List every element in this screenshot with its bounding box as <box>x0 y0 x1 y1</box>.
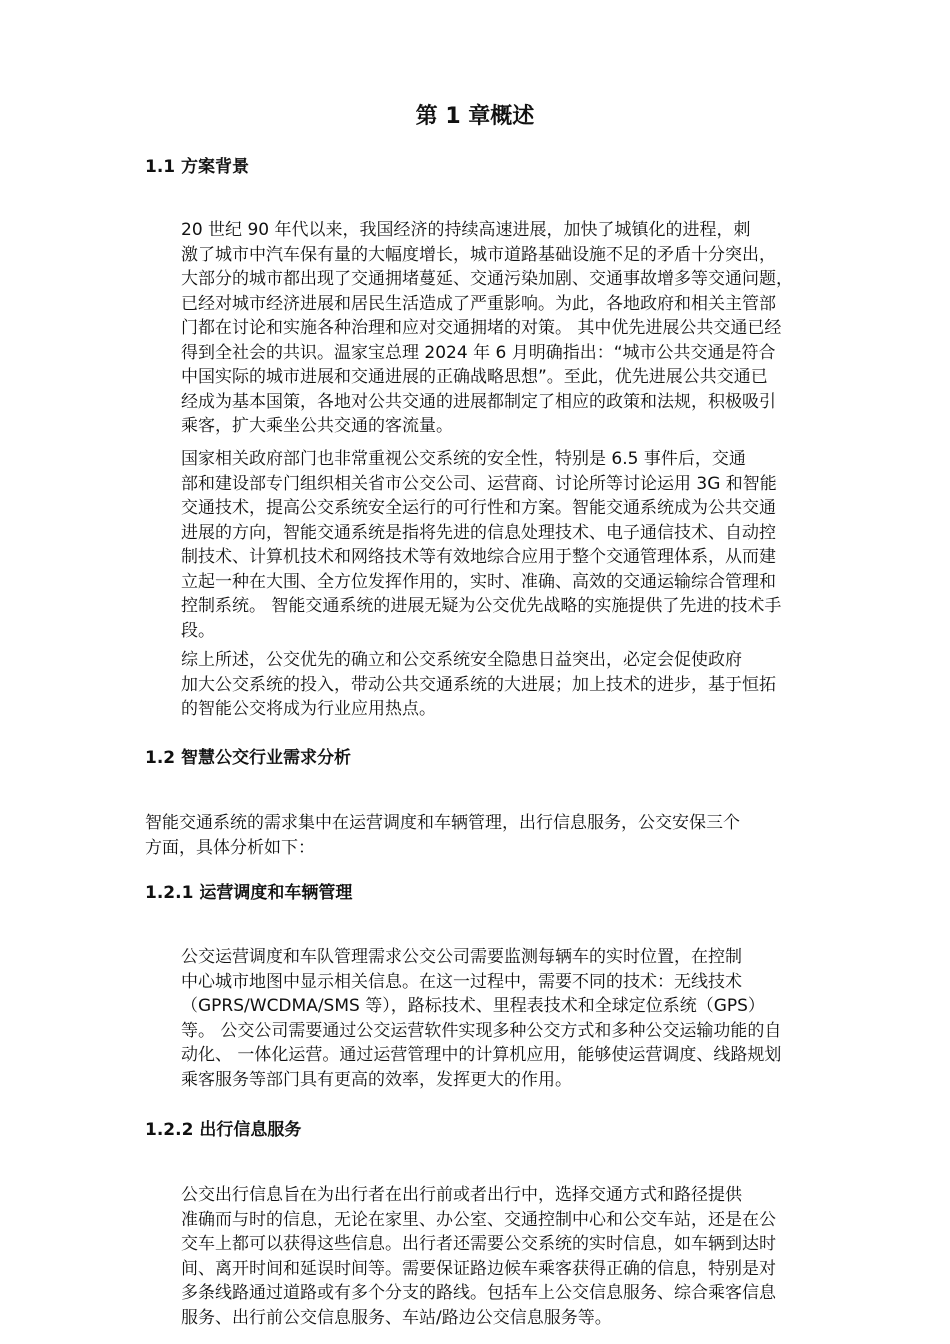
text-line: 20 世纪 90 年代以来，我国经济的持续高速进展，加快了城镇化的进程，刺 <box>181 220 751 240</box>
text-line: 段。 <box>181 620 215 641</box>
text-line: 大部分的城市都出现了交通拥堵蔓延、交通污染加剧、交通事故增多等交通问题， <box>181 269 793 289</box>
text-line: 服务、出行前公交信息服务、车站/路边公交信息服务等。 <box>181 1307 612 1328</box>
text-line: 立起一种在大围、全方位发挥作用的，实时、准确、高效的交通运输综合管理和 <box>181 571 776 592</box>
text-line: 中国实际的城市进展和交通进展的正确战略思想”。至此，优先进展公共交通已 <box>181 367 768 387</box>
text-line: （GPRS/WCDMA/SMS 等），路标技术、里程表技术和全球定位系统（GPS） <box>181 996 765 1016</box>
text-line: 进展的方向，智能交通系统是指将先进的信息处理技术、电子通信技术、自动控 <box>181 522 776 543</box>
text-line: 中心城市地图中显示相关信息。在这一过程中，需要不同的技术：无线技术 <box>181 971 742 992</box>
paragraph-background-1 <box>145 218 835 439</box>
section-heading-1-2-2: 1.2.2 出行信息服务 <box>145 1120 302 1140</box>
text-line: 制技术、计算机技术和网络技术等有效地综合应用于整个交通管理体系，从而建 <box>181 547 776 567</box>
paragraph-operations <box>145 945 835 1092</box>
text-line: 智能交通系统的需求集中在运营调度和车辆管理，出行信息服务，公交安保三个 <box>145 813 740 833</box>
text-line: 准确而与时的信息，无论在家里、办公室、交通控制中心和公交车站，还是在公 <box>181 1209 776 1230</box>
text-line: 交通技术，提高公交系统安全运行的可行性和方案。智能交通系统成为公共交通 <box>181 498 776 518</box>
text-line: 多条线路通过道路或有多个分支的路线。包括车上公交信息服务、综合乘客信息 <box>181 1283 776 1303</box>
text-line: 经成为基本国策，各地对公共交通的进展都制定了相应的政策和法规，积极吸引 <box>181 391 776 412</box>
text-line: 门都在讨论和实施各种治理和应对交通拥堵的对策。 其中优先进展公共交通已经 <box>181 318 782 338</box>
section-heading-1-2: 1.2 智慧公交行业需求分析 <box>145 748 352 768</box>
text-line: 控制系统。 智能交通系统的进展无疑为公交优先战略的实施提供了先进的技术手 <box>181 596 782 616</box>
text-line: 公交出行信息旨在为出行者在出行前或者出行中，选择交通方式和路径提供 <box>181 1185 742 1205</box>
text-line: 国家相关政府部门也非常重视公交系统的安全性，特别是 6.5 事件后，交通 <box>181 449 746 469</box>
text-line: 动化、 一体化运营。通过运营管理中的计算机应用，能够使运营调度、线路规划 <box>181 1045 782 1065</box>
paragraph-background-2 <box>145 447 835 643</box>
text-line: 交车上都可以获得这些信息。出行者还需要公交系统的实时信息，如车辆到达时 <box>181 1234 776 1254</box>
text-line: 综上所述，公交优先的确立和公交系统安全隐患日益突出，必定会促使政府 <box>181 650 742 670</box>
text-line: 乘客服务等部门具有更高的效率，发挥更大的作用。 <box>181 1069 572 1090</box>
text-line: 等。 公交公司需要通过公交运营软件实现多种公交方式和多种公交运输功能的自 <box>181 1020 782 1041</box>
text-line: 已经对城市经济进展和居民生活造成了严重影响。为此，各地政府和相关主管部 <box>181 293 776 314</box>
text-line: 乘客，扩大乘坐公共交通的客流量。 <box>181 416 453 436</box>
section-heading-1-2-1: 1.2.1 运营调度和车辆管理 <box>145 883 353 903</box>
text-line: 公交运营调度和车队管理需求公交公司需要监测每辆车的实时位置，在控制 <box>181 947 742 967</box>
text-line: 部和建设部专门组织相关省市公交公司、运营商、讨论所等讨论运用 3G 和智能 <box>181 473 777 494</box>
chapter-title: 第 1 章概述 <box>415 104 535 129</box>
text-line: 得到全社会的共识。温家宝总理 2024 年 6 月明确指出：“城市公共交通是符合 <box>181 342 776 363</box>
text-line: 方面，具体分析如下： <box>145 837 315 858</box>
paragraph-demand-intro <box>145 811 835 860</box>
section-heading-1-1: 1.1 方案背景 <box>145 157 250 177</box>
paragraph-travel-info <box>145 1183 835 1330</box>
paragraph-background-3 <box>145 648 835 722</box>
text-line: 间、离开时间和延误时间等。需要保证路边候车乘客获得正确的信息，特别是对 <box>181 1258 776 1279</box>
text-line: 激了城市中汽车保有量的大幅度增长，城市道路基础设施不足的矛盾十分突出， <box>181 244 776 265</box>
text-line: 加大公交系统的投入，带动公共交通系统的大进展；加上技术的进步，基于恒拓 <box>181 674 776 695</box>
text-line: 的智能公交将成为行业应用热点。 <box>181 699 436 719</box>
